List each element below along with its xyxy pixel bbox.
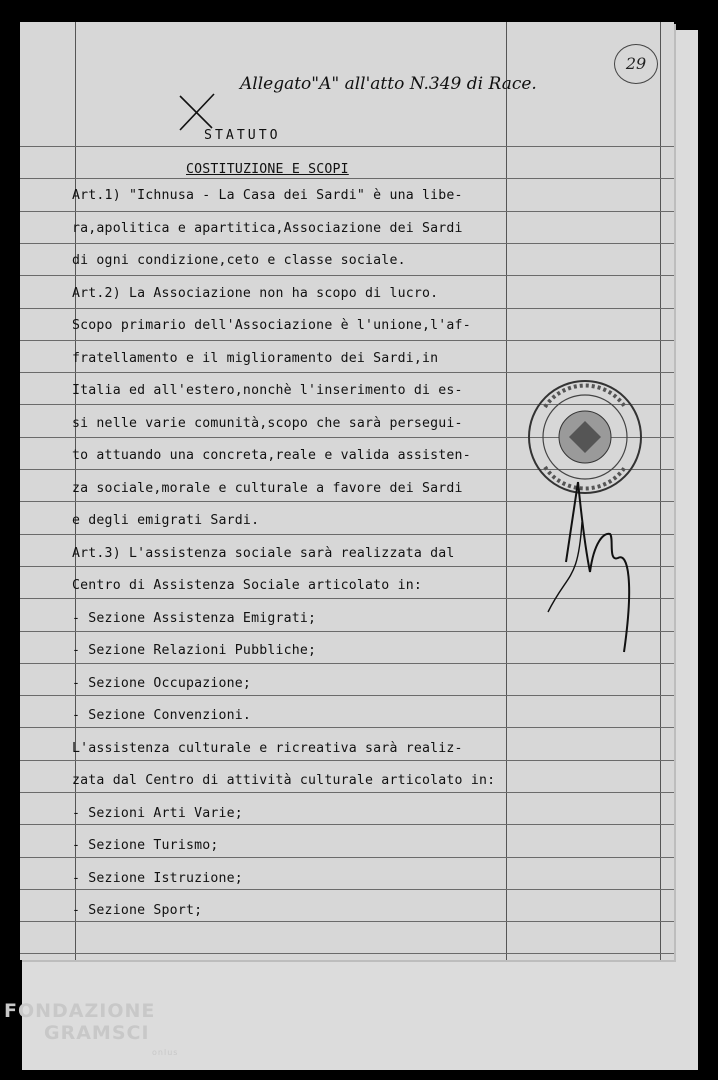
body-line: fratellamento e il miglioramento dei Sardi,in: [72, 351, 439, 366]
page-number: 29: [614, 44, 658, 84]
ruled-line: [20, 178, 674, 179]
ruled-line: [20, 275, 674, 276]
body-line: zata dal Centro di attività culturale articolato in:: [72, 773, 496, 788]
body-line: - Sezione Sport;: [72, 903, 203, 918]
body-line: ra,apolitica e apartitica,Associazione dei Sardi: [72, 221, 463, 236]
signature-icon: [538, 462, 648, 662]
ruled-line: [20, 857, 674, 858]
annotation-handwritten: Allegato"A" all'atto N.349 di Race.: [240, 74, 537, 94]
ruled-line: [20, 727, 674, 728]
ruled-line: [20, 340, 674, 341]
body-line: - Sezione Turismo;: [72, 838, 219, 853]
document-title: STATUTO: [204, 128, 281, 143]
ruled-line: [20, 308, 674, 309]
body-line: e degli emigrati Sardi.: [72, 513, 260, 528]
body-line: di ogni condizione,ceto e classe sociale.: [72, 253, 406, 268]
body-line: - Sezione Istruzione;: [72, 871, 243, 886]
logo-line3: onlus: [152, 1048, 179, 1057]
ruled-line: [20, 211, 674, 212]
logo-line1: FONDAZIONE: [4, 1000, 156, 1022]
body-line: - Sezione Relazioni Pubbliche;: [72, 643, 317, 658]
logo-line2: GRAMSCI: [44, 1022, 150, 1044]
body-line: Art.1) "Ichnusa - La Casa dei Sardi" è una libe-: [72, 188, 463, 203]
ruled-line: [20, 372, 674, 373]
body-line: - Sezione Assistenza Emigrati;: [72, 611, 317, 626]
body-line: - Sezione Convenzioni.: [72, 708, 252, 723]
body-line: Centro di Assistenza Sociale articolato in:: [72, 578, 423, 593]
body-line: - Sezione Occupazione;: [72, 676, 252, 691]
body-line: L'assistenza culturale e ricreativa sarà realiz-: [72, 741, 463, 756]
ruled-line: [20, 760, 674, 761]
ruled-line: [20, 824, 674, 825]
body-line: Italia ed all'estero,nonchè l'inserimento di es-: [72, 383, 463, 398]
ruled-line: [20, 792, 674, 793]
ruled-line: [20, 953, 674, 954]
body-line: - Sezioni Arti Varie;: [72, 806, 243, 821]
body-line: to attuando una concreta,reale e valida assisten-: [72, 448, 471, 463]
body-line: Art.3) L'assistenza sociale sarà realizzata dal: [72, 546, 455, 561]
ruled-line: [20, 695, 674, 696]
ruled-line: [20, 146, 674, 147]
section-heading: COSTITUZIONE E SCOPI: [186, 162, 349, 177]
body-line: za sociale,morale e culturale a favore dei Sardi: [72, 481, 463, 496]
body-line: Art.2) La Associazione non ha scopo di lucro.: [72, 286, 439, 301]
ruled-line: [20, 921, 674, 922]
fondazione-gramsci-logo: [4, 1000, 179, 1057]
ruled-line: [20, 663, 674, 664]
right-margin-line: [506, 22, 507, 960]
document-page: [20, 22, 674, 960]
body-line: si nelle varie comunità,scopo che sarà persegui-: [72, 416, 463, 431]
edge-line: [660, 22, 661, 960]
ruled-line: [20, 889, 674, 890]
body-line: Scopo primario dell'Associazione è l'unione,l'af-: [72, 318, 471, 333]
ruled-line: [20, 243, 674, 244]
